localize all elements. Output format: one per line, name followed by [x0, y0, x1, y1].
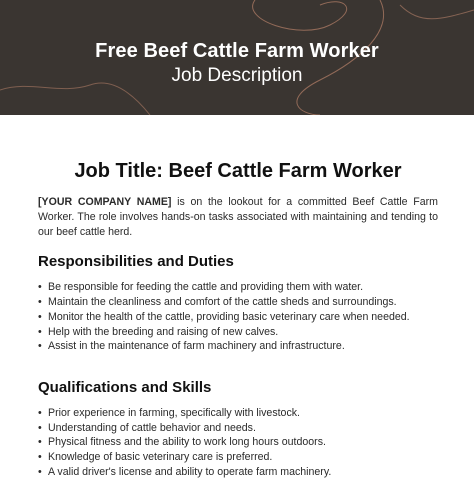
list-item-text: Physical fitness and the ability to work long hours outdoors.: [48, 436, 326, 449]
bullet-icon: •: [38, 340, 42, 353]
list-item-text: Be responsible for feeding the cattle and providing them with water.: [48, 281, 364, 294]
list-item: [38, 450, 438, 465]
document-body: [38, 160, 438, 479]
list-item: [38, 339, 438, 354]
bullet-icon: •: [38, 296, 42, 309]
list-item-text: Maintain the cleanliness and comfort of the cattle sheds and surroundings.: [48, 296, 397, 309]
list-item: [38, 325, 438, 340]
list-item: [38, 295, 438, 310]
responsibilities-list: [38, 280, 438, 354]
bullet-icon: •: [38, 406, 42, 419]
job-title: Job Title: Beef Cattle Farm Worker: [74, 160, 402, 182]
list-item-text: Help with the breeding and raising of new calves.: [48, 325, 279, 338]
bullet-icon: •: [38, 421, 42, 434]
list-item-text: Monitor the health of the cattle, providing basic veterinary care when needed.: [48, 310, 410, 323]
list-item-text: Assist in the maintenance of farm machinery and infrastructure.: [48, 340, 345, 353]
intro-paragraph: [38, 195, 438, 239]
section-heading-responsibilities: Responsibilities and Duties: [38, 253, 234, 271]
list-item-text: A valid driver's license and ability to operate farm machinery.: [48, 465, 332, 478]
list-item: [38, 465, 438, 479]
bullet-icon: •: [38, 310, 42, 323]
qualifications-list: [38, 406, 438, 479]
list-item-text: Knowledge of basic veterinary care is preferred.: [48, 451, 273, 464]
bullet-icon: •: [38, 436, 42, 449]
section-heading-qualifications: Qualifications and Skills: [38, 378, 212, 396]
header-banner: [0, 0, 474, 115]
list-item: [38, 435, 438, 450]
bullet-icon: •: [38, 325, 42, 338]
bullet-icon: •: [38, 465, 42, 478]
bullet-icon: •: [38, 281, 42, 294]
intro-text: is on the lookout for a committed Beef Cattle Farm Worker. The role involves hands-on tasks associated with maintaining and tending to our beef cattle herd.: [38, 196, 438, 238]
company-name-placeholder: [YOUR COMPANY NAME]: [38, 196, 172, 208]
list-item: [38, 406, 438, 421]
banner-title: Free Beef Cattle Farm Worker: [95, 40, 379, 62]
list-item: [38, 421, 438, 436]
list-item-text: Understanding of cattle behavior and needs.: [48, 421, 256, 434]
banner-subtitle: Job Description: [171, 65, 303, 86]
list-item: [38, 280, 438, 295]
list-item: [38, 310, 438, 325]
list-item-text: Prior experience in farming, specifically with livestock.: [48, 406, 300, 419]
bullet-icon: •: [38, 451, 42, 464]
